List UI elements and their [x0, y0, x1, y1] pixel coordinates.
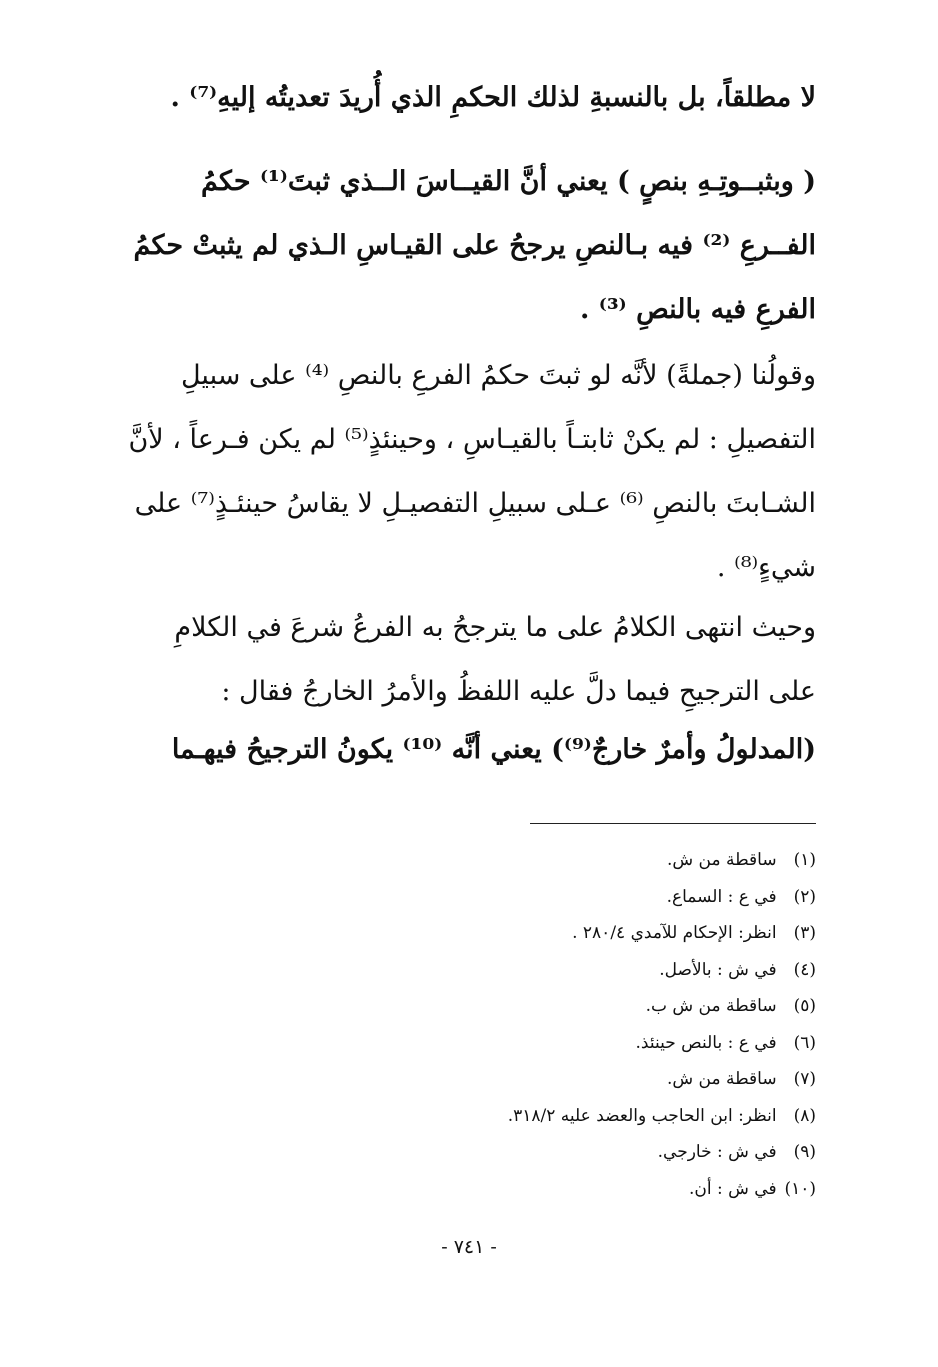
footnote-text: في ش : خارجي. — [657, 1142, 777, 1162]
footnote-number: (١) — [793, 850, 816, 870]
footnote-divider — [530, 823, 816, 824]
paragraph-3 — [120, 344, 816, 600]
footnote-text: ساقطة من ش. — [666, 850, 777, 870]
footnote-item — [256, 842, 816, 879]
footnote-text: انظر: ابن الحاجب والعضد عليه ٣١٨/٢. — [507, 1105, 777, 1126]
text-line: شيءٍ⁽⁸⁾ . — [716, 552, 816, 583]
footnote-number: (٨) — [793, 1105, 816, 1126]
footnote-number: (٦) — [793, 1032, 816, 1053]
footnote-text: ساقطة من ش ب. — [645, 996, 777, 1016]
text-line: على الترجيحِ فيما دلَّ عليه اللفظُ والأمرُ الخارجُ فقال : — [221, 676, 816, 707]
text-line: لا مطلقاً، بل بالنسبةِ لذلك الحكمِ الذي أُريدَ تعديتُه إليهِ⁽⁷⁾ . — [170, 82, 816, 113]
footnote-number: (٧) — [793, 1069, 816, 1089]
footnote-item — [256, 1098, 816, 1135]
footnote-text: في ع : السماع. — [666, 886, 777, 907]
paragraph-2 — [120, 150, 816, 342]
footnote-item — [256, 952, 816, 989]
footnote-text: في ش : بالأصل. — [659, 959, 777, 980]
page-number: - ٧٤١ - — [441, 1236, 497, 1258]
footnote-text: في ش : أن. — [688, 1178, 777, 1199]
footnote-item — [256, 988, 816, 1025]
footnote-text: في ع : بالنص حينئذ. — [635, 1032, 777, 1053]
footnote-number: (١٠) — [784, 1178, 816, 1199]
paragraph-5 — [120, 718, 816, 782]
text-line: (المدلولُ وأمرٌ خارجٌ⁽⁹⁾) يعني أنَّه ⁽¹⁰⁾ يكونُ الترجيحُ فيهـما — [171, 734, 816, 765]
text-line: التفصيلِ : لم يكنْ ثابتـاً بالقيـاسِ ، وحينئذٍ⁽⁵⁾ لم يكن فـرعاً ، لأنَّ — [128, 424, 816, 455]
footnote-item — [256, 1171, 816, 1208]
footnote-item — [256, 915, 816, 952]
footnote-item — [256, 879, 816, 916]
footnote-item — [256, 1134, 816, 1171]
footnote-item — [256, 1061, 816, 1098]
text-line: الفــرعِ ⁽²⁾ فيه بـالنصِ يرجحُ على القيـاسِ الـذي لم يثبتْ حكمُ — [133, 230, 816, 261]
footnotes-list — [256, 842, 816, 1207]
footnote-item — [256, 1025, 816, 1062]
text-line: وقولُنا (جملةً) لأنَّه لو ثبتَ حكمُ الفرعِ بالنصِ ⁽⁴⁾ على سبيلِ — [180, 360, 816, 391]
footnote-number: (٤) — [793, 959, 816, 980]
footnote-text: انظر: الإحكام للآمدي ٢٨٠/٤ . — [572, 923, 777, 943]
text-line: الفرعِ فيه بالنصِ ⁽³⁾ . — [579, 294, 816, 325]
text-line: الشـابتَ بالنصِ ⁽⁶⁾ عـلى سبيلِ التفصيـلِ لا يقاسُ حينئـذٍ⁽⁷⁾ على — [134, 488, 816, 519]
footnote-number: (٥) — [793, 996, 816, 1016]
text-line: ( وبثبــوتِـهِ بنصٍ ) يعني أنَّ القيــاسَ الــذي ثبتَ⁽¹⁾ حكمُ — [201, 166, 816, 197]
footnote-text: ساقطة من ش. — [666, 1069, 777, 1089]
footnote-number: (٩) — [793, 1142, 816, 1162]
footnote-number: (٢) — [793, 886, 816, 907]
text-line: وحيث انتهى الكلامُ على ما يترجحُ به الفرعُ شرعَ في الكلامِ — [174, 612, 816, 643]
footnote-number: (٣) — [793, 923, 816, 943]
paragraph-1 — [120, 66, 816, 130]
paragraph-4 — [120, 596, 816, 724]
